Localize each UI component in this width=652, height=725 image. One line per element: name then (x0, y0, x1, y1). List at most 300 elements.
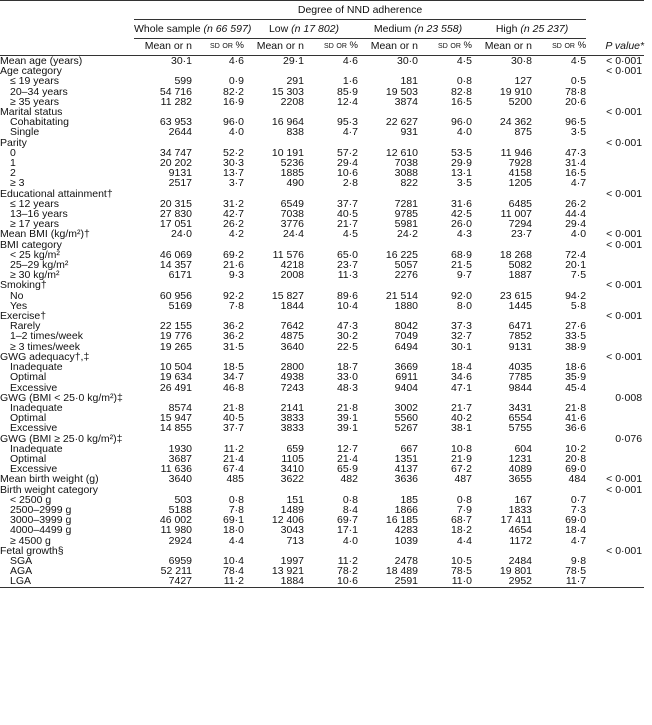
cell-pvalue: < 0·001 (606, 238, 643, 251)
cell-pvalue (586, 168, 644, 178)
cell-mean-or-n: 34 747 (159, 146, 192, 159)
cell-sd-or-pct: 38·9 (565, 340, 587, 353)
table-row (0, 56, 644, 67)
cell-sd-or-pct: 11·0 (418, 576, 472, 587)
cell-mean-or-n: 2517 (168, 177, 192, 190)
cell-sd-or-pct: 40·5 (336, 208, 358, 221)
cell-mean-or-n: 4089 (508, 463, 532, 476)
cell-mean-or-n: 7294 (508, 218, 532, 231)
row-label: Birth weight category (0, 483, 99, 496)
cell-sd-or-pct: 4·6 (228, 55, 244, 67)
cell-mean-or-n: 503 (174, 493, 192, 506)
cell-mean-or-n: 6911 (395, 371, 418, 384)
cell-mean-or-n: 9785 (394, 208, 418, 221)
cell-sd-or-pct: 3·7 (228, 177, 244, 190)
cell-sd-or-pct: 0·7 (570, 493, 587, 506)
cell-mean-or-n: 17 411 (500, 514, 532, 527)
cell-mean-or-n: 22 155 (159, 320, 192, 333)
table-row (0, 372, 644, 382)
cell-sd-or-pct: 18·2 (450, 524, 472, 537)
cell-mean-or-n: 19 910 (499, 85, 532, 98)
cell-mean-or-n: 10 504 (159, 361, 192, 374)
row-label: SGA (10, 554, 33, 567)
table-row (0, 576, 644, 587)
cell-mean-or-n: 9131 (508, 340, 532, 353)
row-label: Age category (0, 65, 62, 78)
cell-mean-or-n: 1231 (508, 452, 532, 465)
cell-pvalue: < 0·001 (606, 136, 643, 149)
cell-mean-or-n: 24 362 (499, 116, 532, 129)
cell-mean-or-n: 46 002 (159, 514, 192, 527)
cell-sd-or-pct: 1·6 (342, 75, 358, 88)
cell-sd-or-pct: 13·7 (222, 167, 244, 180)
cell-mean-or-n: 167 (514, 493, 532, 506)
group-header-whole: Whole sample (n 66 597) (134, 20, 244, 39)
cell-pvalue (586, 250, 644, 260)
table-row (0, 107, 644, 117)
table-row (0, 199, 644, 209)
cell-sd-or-pct: 21·8 (222, 401, 244, 414)
table-row (0, 556, 644, 566)
cell-mean-or-n: 6471 (508, 320, 532, 333)
cell-sd-or-pct: 69·2 (222, 248, 244, 261)
cell-mean-or-n: 15 303 (271, 85, 304, 98)
cell-sd-or-pct: 40·2 (450, 412, 472, 425)
row-label: Marital status (0, 106, 63, 119)
cell-mean-or-n: 5981 (394, 218, 418, 231)
cell-pvalue (586, 454, 644, 464)
cell-mean-or-n: 5267 (394, 422, 418, 435)
cell-sd-or-pct: 21·9 (450, 452, 472, 465)
cell-pvalue (586, 525, 644, 535)
cell-pvalue: < 0·001 (606, 55, 643, 67)
cell-pvalue (586, 505, 644, 515)
cell-sd-or-pct: 53·5 (450, 146, 472, 159)
cell-mean-or-n: 4875 (280, 330, 304, 343)
cell-mean-or-n: 2478 (394, 554, 418, 567)
cell-sd-or-pct: 69·0 (565, 463, 587, 476)
cell-sd-or-pct: 36·2 (222, 320, 244, 333)
cell-mean-or-n: 7038 (280, 208, 304, 221)
cell-sd-or-pct: 18·6 (565, 361, 587, 374)
cell-mean-or-n: 291 (286, 75, 304, 88)
cell-sd-or-pct: 26·2 (565, 197, 587, 210)
cell-sd-or-pct: 67·2 (450, 463, 472, 476)
cell-sd-or-pct: 47·3 (565, 146, 587, 159)
cell-mean-or-n: 19 801 (499, 565, 532, 578)
cell-mean-or-n: 11 636 (160, 463, 192, 476)
row-label: ≥ 35 years (10, 95, 59, 108)
cell-sd-or-pct: 94·2 (565, 289, 587, 302)
cell-mean-or-n: 21 514 (385, 289, 418, 302)
row-label: AGA (10, 565, 33, 578)
cell-mean-or-n: 659 (286, 442, 304, 455)
cell-sd-or-pct: 26·2 (222, 218, 244, 231)
table-row (0, 250, 644, 260)
cell-mean-or-n: 6554 (508, 412, 532, 425)
row-label: Excessive (10, 381, 58, 394)
cell-sd-or-pct: 10·6 (304, 576, 358, 587)
cell-mean-or-n: 7427 (134, 576, 192, 587)
col-mean-low: Mean or n (244, 39, 304, 56)
table-row (0, 566, 644, 576)
table-row (0, 87, 644, 97)
cell-mean-or-n: 1172 (509, 534, 532, 547)
cell-pvalue (586, 158, 644, 168)
cell-sd-or-pct: 9·8 (570, 554, 587, 567)
header-column-row (0, 39, 644, 56)
table-body (0, 56, 644, 588)
row-label: Inadequate (10, 442, 63, 455)
row-label: 25–29 kg/m² (10, 259, 69, 272)
cell-pvalue (586, 515, 644, 525)
cell-sd-or-pct: 21·8 (565, 401, 587, 414)
cell-sd-or-pct: 46·8 (222, 381, 244, 394)
cell-mean-or-n: 5082 (508, 259, 532, 272)
cell-sd-or-pct: 52·2 (222, 146, 244, 159)
table-row (0, 280, 644, 290)
col-mean-whole: Mean or n (134, 39, 192, 56)
cell-pvalue: < 0·001 (606, 228, 643, 241)
cell-sd-or-pct: 29·4 (565, 218, 587, 231)
cell-mean-or-n: 599 (174, 75, 192, 88)
table-row (0, 229, 644, 239)
cell-pvalue (586, 331, 644, 341)
cell-sd-or-pct: 68·9 (450, 248, 472, 261)
row-label: GWG (BMI < 25·0 kg/m²)‡ (0, 391, 123, 404)
cell-sd-or-pct: 42·7 (222, 208, 244, 221)
cell-pvalue: 0·076 (615, 432, 643, 445)
cell-mean-or-n: 5057 (394, 259, 418, 272)
table-row (0, 138, 644, 148)
cell-mean-or-n: 1039 (394, 534, 418, 547)
row-label: 0 (10, 146, 16, 159)
cell-sd-or-pct: 34·7 (222, 371, 244, 384)
cell-sd-or-pct: 7·8 (228, 299, 244, 312)
cell-sd-or-pct: 18·4 (565, 524, 587, 537)
cell-sd-or-pct: 484 (568, 473, 587, 486)
cell-mean-or-n: 838 (286, 126, 304, 139)
col-sd-whole: sd or % (192, 39, 244, 56)
cell-mean-or-n: 151 (286, 493, 304, 506)
table-row (0, 434, 644, 444)
cell-mean-or-n: 18 268 (499, 248, 532, 261)
row-label: 20–34 years (10, 85, 68, 98)
row-label: ≥ 17 years (10, 218, 59, 231)
table-row (0, 260, 644, 270)
cell-sd-or-pct: 37·3 (450, 320, 472, 333)
table-row (0, 352, 644, 362)
row-label: Parity (0, 136, 27, 149)
cell-pvalue (586, 444, 644, 454)
cell-sd-or-pct: 92·0 (450, 289, 472, 302)
cell-mean-or-n: 22 627 (385, 116, 418, 129)
row-label: 1–2 times/week (10, 330, 83, 343)
cell-sd-or-pct: 32·7 (450, 330, 472, 343)
row-label: Mean birth weight (g) (0, 473, 99, 486)
cell-mean-or-n: 19 776 (159, 330, 192, 343)
cell-pvalue: < 0·001 (606, 187, 643, 200)
cell-mean-or-n: 15 947 (159, 412, 192, 425)
cell-mean-or-n: 3636 (394, 473, 418, 486)
cell-mean-or-n: 4158 (508, 167, 532, 180)
cell-mean-or-n: 6171 (168, 269, 192, 282)
cell-mean-or-n: 6549 (280, 197, 304, 210)
cell-sd-or-pct: 7·9 (456, 503, 472, 516)
cell-sd-or-pct: 78·5 (450, 565, 472, 578)
cell-sd-or-pct: 0·8 (456, 493, 472, 506)
table-row (0, 454, 644, 464)
cell-mean-or-n: 15 827 (271, 289, 304, 302)
cell-sd-or-pct: 4·0 (228, 126, 244, 139)
row-label: ≥ 3 times/week (10, 340, 80, 353)
cell-mean-or-n: 13 921 (271, 565, 304, 578)
cell-sd-or-pct: 31·6 (450, 197, 472, 210)
cell-sd-or-pct: 65·0 (336, 248, 358, 261)
cell-mean-or-n: 19 503 (385, 85, 418, 98)
table-row (0, 189, 644, 199)
cell-pvalue (586, 403, 644, 413)
cell-sd-or-pct: 16·9 (222, 95, 244, 108)
cell-sd-or-pct: 4·4 (456, 534, 472, 547)
cell-mean-or-n: 30·0 (396, 55, 418, 67)
cell-pvalue (586, 291, 644, 301)
table-row (0, 240, 644, 250)
col-mean-high: Mean or n (472, 39, 532, 56)
cell-mean-or-n: 1105 (281, 452, 304, 465)
cell-sd-or-pct: 20·8 (565, 452, 587, 465)
table-row (0, 209, 644, 219)
cell-mean-or-n: 12 610 (385, 146, 418, 159)
cell-sd-or-pct: 10·6 (336, 167, 358, 180)
row-label: 4000–4499 g (10, 524, 72, 537)
cell-sd-or-pct: 42·5 (450, 208, 472, 221)
table-row (0, 331, 644, 341)
cell-mean-or-n: 713 (286, 534, 304, 547)
table-row (0, 66, 644, 76)
row-label: Optimal (10, 371, 47, 384)
row-label: 2 (10, 167, 16, 180)
table-row (0, 158, 644, 168)
cell-sd-or-pct: 78·5 (565, 565, 587, 578)
cell-sd-or-pct: 39·1 (336, 412, 358, 425)
cell-pvalue (586, 76, 644, 86)
cell-sd-or-pct: 31·2 (222, 197, 244, 210)
cell-mean-or-n: 11 980 (160, 524, 192, 537)
cell-pvalue: < 0·001 (606, 544, 643, 557)
col-pvalue: P value* (586, 39, 644, 56)
table-row (0, 301, 644, 311)
cell-sd-or-pct: 13·1 (450, 167, 472, 180)
cell-sd-or-pct: 37·7 (222, 422, 244, 435)
cell-mean-or-n: 667 (400, 442, 418, 455)
cell-mean-or-n: 1844 (280, 299, 304, 312)
cell-sd-or-pct: 10·2 (565, 442, 587, 455)
cell-mean-or-n: 2141 (280, 401, 304, 414)
col-sd-high: sd or % (532, 39, 586, 56)
cell-mean-or-n: 10 191 (271, 146, 304, 159)
row-label: No (10, 289, 24, 302)
row-label: Inadequate (10, 361, 63, 374)
cell-sd-or-pct: 96·0 (222, 116, 244, 129)
cell-mean-or-n: 1833 (508, 503, 532, 516)
cell-pvalue: < 0·001 (606, 350, 643, 363)
cell-pvalue: < 0·001 (606, 483, 643, 496)
row-label: ≥ 30 kg/m² (10, 269, 60, 282)
cell-sd-or-pct: 48·3 (336, 381, 358, 394)
cell-sd-or-pct: 21·7 (450, 401, 472, 414)
cell-sd-or-pct: 31·4 (565, 157, 587, 170)
cell-sd-or-pct: 30·1 (450, 340, 472, 353)
cell-sd-or-pct: 10·4 (336, 299, 358, 312)
cell-sd-or-pct: 4·7 (342, 126, 358, 139)
cell-mean-or-n: 6485 (508, 197, 532, 210)
cell-sd-or-pct: 0·8 (342, 493, 358, 506)
cell-sd-or-pct: 0·9 (228, 75, 244, 88)
cell-sd-or-pct: 4·6 (342, 55, 358, 67)
cell-mean-or-n: 127 (514, 75, 532, 88)
table-row (0, 219, 644, 229)
cell-sd-or-pct: 9·7 (456, 269, 472, 282)
cell-sd-or-pct: 3·5 (570, 126, 587, 139)
cell-mean-or-n: 822 (400, 177, 418, 190)
cell-mean-or-n: 2924 (168, 534, 192, 547)
row-label: Inadequate (10, 401, 63, 414)
cell-pvalue: 0·008 (615, 391, 643, 404)
cell-sd-or-pct: 21·6 (222, 259, 244, 272)
cell-mean-or-n: 54 716 (159, 85, 192, 98)
cell-mean-or-n: 4654 (508, 524, 532, 537)
table-row (0, 168, 644, 178)
table-row (0, 127, 644, 137)
cell-sd-or-pct: 2·8 (342, 177, 358, 190)
cell-sd-or-pct: 41·6 (565, 412, 587, 425)
cell-mean-or-n: 18 489 (385, 565, 418, 578)
cell-sd-or-pct: 95·3 (336, 116, 358, 129)
table-row (0, 270, 644, 280)
table-row (0, 474, 644, 484)
row-label: BMI category (0, 238, 62, 251)
cell-mean-or-n: 3776 (280, 218, 304, 231)
cell-mean-or-n: 604 (514, 442, 532, 455)
cell-sd-or-pct: 18·7 (336, 361, 358, 374)
cell-mean-or-n: 52 211 (160, 565, 192, 578)
cell-sd-or-pct: 11·3 (337, 269, 358, 282)
row-label: Rarely (10, 320, 41, 333)
cell-mean-or-n: 3622 (280, 473, 304, 486)
cell-sd-or-pct: 33·0 (336, 371, 358, 384)
cell-sd-or-pct: 5·8 (570, 299, 587, 312)
cell-pvalue (586, 362, 644, 372)
cell-mean-or-n: 3640 (280, 340, 304, 353)
cell-sd-or-pct: 0·8 (456, 75, 472, 88)
cell-pvalue (586, 423, 644, 433)
cell-sd-or-pct: 11·7 (532, 576, 586, 587)
cell-pvalue (586, 209, 644, 219)
cell-sd-or-pct: 12·4 (336, 95, 358, 108)
cell-mean-or-n: 2008 (280, 269, 304, 282)
cell-pvalue (586, 566, 644, 576)
cell-mean-or-n: 4938 (280, 371, 304, 384)
cell-sd-or-pct: 4·3 (456, 228, 472, 241)
cell-mean-or-n: 16 185 (385, 514, 418, 527)
cell-sd-or-pct: 39·1 (336, 422, 358, 435)
cell-mean-or-n: 3833 (280, 422, 304, 435)
cell-pvalue (586, 413, 644, 423)
cell-sd-or-pct: 21·4 (222, 452, 244, 465)
table-row (0, 536, 644, 546)
cell-mean-or-n: 2952 (472, 576, 532, 587)
table-row (0, 495, 644, 505)
cell-mean-or-n: 875 (514, 126, 532, 139)
cell-mean-or-n: 19 265 (159, 340, 192, 353)
cell-pvalue (586, 260, 644, 270)
cell-mean-or-n: 1884 (244, 576, 304, 587)
cell-sd-or-pct: 17·1 (336, 524, 358, 537)
cell-mean-or-n: 5188 (168, 503, 192, 516)
cell-sd-or-pct: 487 (454, 473, 472, 486)
table-row (0, 546, 644, 556)
table-row (0, 393, 644, 403)
cell-sd-or-pct: 85·9 (336, 85, 358, 98)
group-header-high: High (n 25 237) (472, 20, 586, 39)
row-label: Fetal growth§ (0, 544, 64, 557)
cell-mean-or-n: 24·0 (170, 228, 192, 241)
cell-sd-or-pct: 31·5 (222, 340, 244, 353)
cell-mean-or-n: 6494 (394, 340, 418, 353)
cell-mean-or-n: 30·1 (170, 55, 192, 67)
cell-sd-or-pct: 67·4 (222, 463, 244, 476)
row-label: ≥ 4500 g (10, 534, 51, 547)
row-label: Smoking† (0, 279, 47, 292)
cell-pvalue (586, 576, 644, 587)
cell-mean-or-n: 1885 (280, 167, 304, 180)
cell-mean-or-n: 14 357 (159, 259, 192, 272)
cell-sd-or-pct: 44·4 (565, 208, 587, 221)
cell-mean-or-n: 3088 (394, 167, 418, 180)
table-row (0, 76, 644, 86)
cell-mean-or-n: 8574 (168, 401, 192, 414)
cell-sd-or-pct: 65·9 (336, 463, 358, 476)
cell-sd-or-pct: 4·0 (570, 228, 587, 241)
cell-mean-or-n: 9131 (168, 167, 192, 180)
cell-mean-or-n: 3640 (168, 473, 192, 486)
row-label: Optimal (10, 452, 47, 465)
row-label: GWG adequacy†,‡ (0, 350, 90, 363)
cell-mean-or-n: 1887 (508, 269, 532, 282)
cell-sd-or-pct: 16·5 (565, 167, 587, 180)
cell-sd-or-pct: 36·6 (565, 422, 587, 435)
table-row (0, 97, 644, 107)
cell-mean-or-n: 14 855 (159, 422, 192, 435)
cell-sd-or-pct: 20·6 (565, 95, 587, 108)
cell-mean-or-n: 2484 (508, 554, 532, 567)
cell-sd-or-pct: 36·2 (222, 330, 244, 343)
cell-mean-or-n: 17 051 (159, 218, 192, 231)
table-row (0, 444, 644, 454)
cell-pvalue (586, 495, 644, 505)
cell-mean-or-n: 4218 (280, 259, 304, 272)
cell-mean-or-n: 20 202 (159, 157, 192, 170)
cell-mean-or-n: 1205 (508, 177, 532, 190)
cell-sd-or-pct: 20·1 (565, 259, 587, 272)
cell-sd-or-pct: 21·4 (336, 452, 358, 465)
cell-sd-or-pct: 47·1 (450, 381, 472, 394)
row-label: Mean age (years) (0, 55, 83, 67)
table-row (0, 413, 644, 423)
row-label: Optimal (10, 412, 47, 425)
row-label: Mean BMI (kg/m²)† (0, 228, 90, 241)
